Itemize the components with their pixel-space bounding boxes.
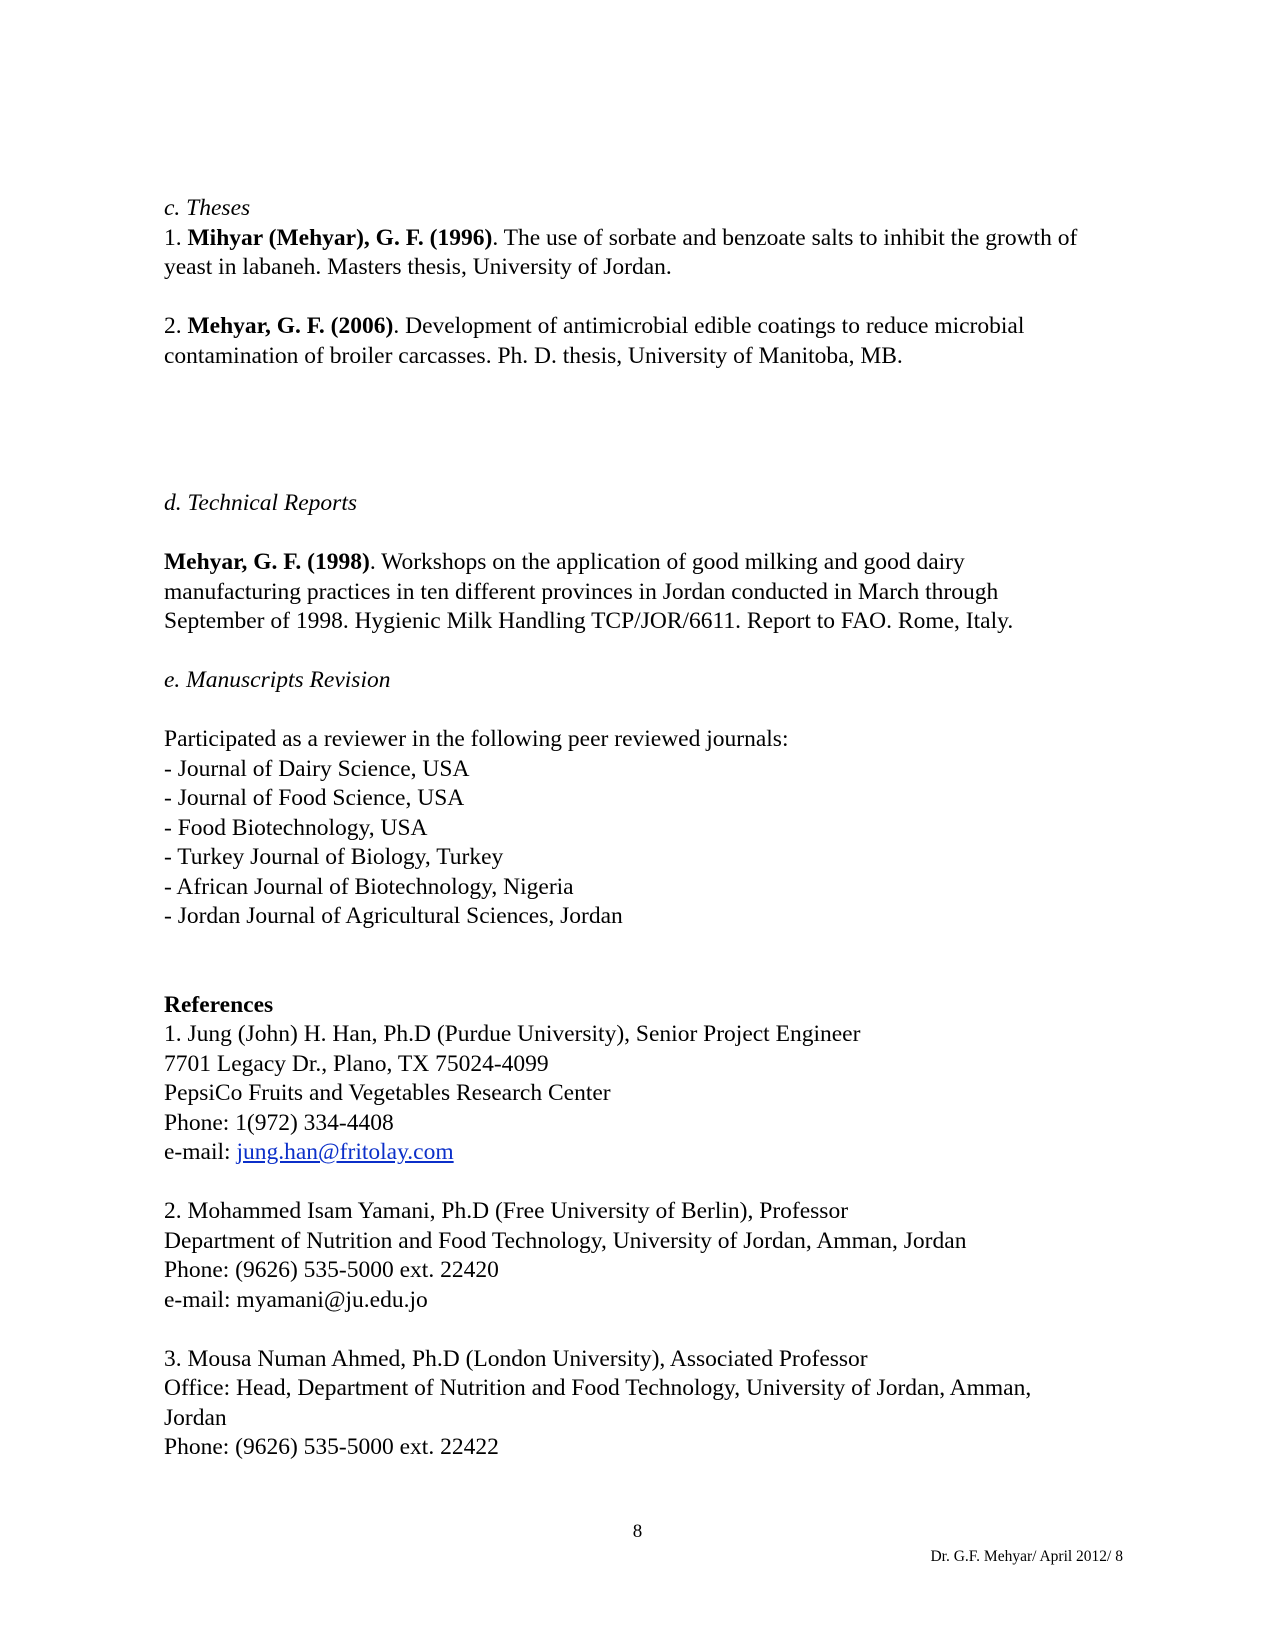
reference-1-line4: Phone: 1(972) 334-4408 (164, 1109, 394, 1136)
list-item: - Journal of Dairy Science, USA (164, 755, 470, 782)
thesis-2-number: 2. (164, 313, 182, 339)
technical-report-author: Mehyar, G. F. (1998) (164, 549, 370, 575)
reference-2-line3: Phone: (9626) 535-5000 ext. 22420 (164, 1257, 499, 1283)
list-item: - Journal of Food Science, USA (164, 785, 465, 811)
manuscripts-heading: e. Manuscripts Revision (164, 667, 391, 693)
list-item: - Jordan Journal of Agricultural Sciences, Jordan (164, 903, 623, 929)
thesis-2-text-line2: contamination of broiler carcasses. Ph. D. thesis, University of Manitoba, MB. (164, 342, 903, 369)
reference-1-line1: 1. Jung (John) H. Han, Ph.D (Purdue University), Senior Project Engineer (164, 1021, 861, 1047)
thesis-2-text-line1: . Development of antimicrobial edible coatings to reduce microbial (393, 313, 1025, 339)
reference-1-line3: PepsiCo Fruits and Vegetables Research Center (164, 1080, 611, 1106)
reference-3 (164, 1345, 1144, 1463)
thesis-1-text-line2: yeast in labaneh. Masters thesis, University of Jordan. (164, 254, 672, 280)
reference-2-line4: e-mail: myamani@ju.edu.jo (164, 1286, 428, 1313)
thesis-2-author: Mehyar, G. F. (2006) (187, 313, 394, 339)
technical-report-line2: manufacturing practices in ten different provinces in Jordan conducted in March through (164, 578, 999, 605)
page-footer: Dr. G.F. Mehyar/ April 2012/ 8 (930, 1548, 1123, 1565)
list-item: - African Journal of Biotechnology, Nigeria (164, 873, 574, 900)
reference-1-email-link[interactable]: jung.han@fritolay.com (236, 1139, 454, 1165)
list-item: - Food Biotechnology, USA (164, 814, 428, 841)
reference-2-line2: Department of Nutrition and Food Technology, University of Jordan, Amman, Jordan (164, 1227, 967, 1254)
reference-2 (164, 1197, 1144, 1315)
technical-reports-heading: d. Technical Reports (164, 490, 357, 516)
reference-2-line1: 2. Mohammed Isam Yamani, Ph.D (Free University of Berlin), Professor (164, 1198, 849, 1224)
thesis-item-2 (164, 312, 1144, 371)
thesis-1-text-line1: . The use of sorbate and benzoate salts to inhibit the growth of (492, 224, 1078, 251)
reference-1 (164, 1020, 1144, 1168)
page-content (164, 194, 1144, 1463)
thesis-1-number: 1. (164, 224, 182, 251)
technical-report-line3: September of 1998. Hygienic Milk Handling TCP/JOR/6611. Report to FAO. Rome, Italy. (164, 608, 1014, 634)
page-number: 8 (632, 1521, 643, 1542)
theses-heading: c. Theses (164, 195, 251, 221)
journal-list (164, 755, 1144, 932)
reference-3-line3: Jordan (164, 1404, 227, 1431)
thesis-1-author: Mihyar (Mehyar), G. F. (1996) (187, 224, 493, 251)
manuscripts-intro: Participated as a reviewer in the following peer reviewed journals: (164, 726, 789, 752)
references-heading: References (164, 991, 274, 1018)
reference-3-line2: Office: Head, Department of Nutrition and Food Technology, University of Jordan, Amman, (164, 1375, 1032, 1401)
list-item: - Turkey Journal of Biology, Turkey (164, 844, 504, 870)
technical-report-item (164, 548, 1144, 637)
reference-3-line4: Phone: (9626) 535-5000 ext. 22422 (164, 1434, 499, 1460)
thesis-item-1 (164, 224, 1144, 283)
reference-1-line2: 7701 Legacy Dr., Plano, TX 75024-4099 (164, 1050, 549, 1077)
reference-1-email-label: e-mail: (164, 1139, 237, 1165)
reference-3-line1: 3. Mousa Numan Ahmed, Ph.D (London University), Associated Professor (164, 1345, 868, 1372)
technical-report-line1: . Workshops on the application of good milking and good dairy (369, 549, 965, 575)
